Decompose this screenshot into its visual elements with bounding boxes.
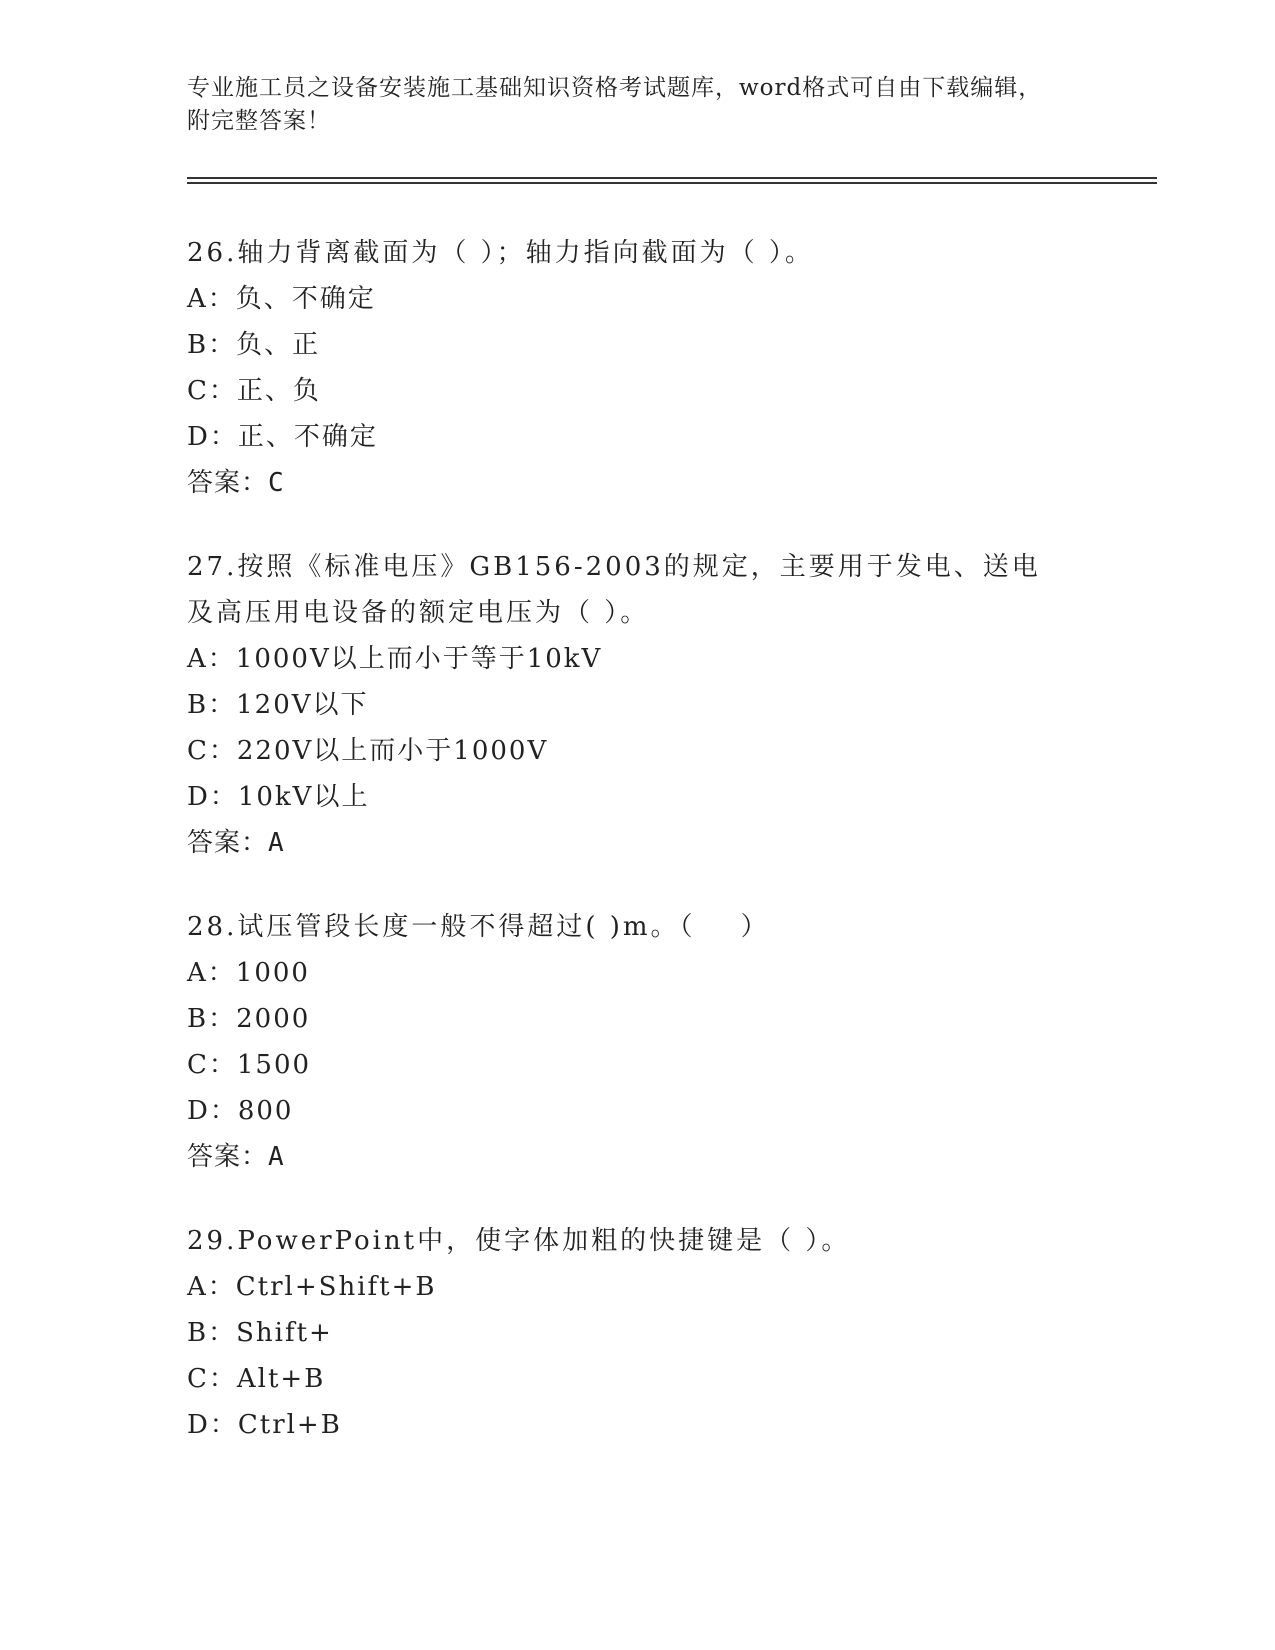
option-d: D：Ctrl+B bbox=[187, 1410, 342, 1440]
question-29 bbox=[187, 1218, 1137, 1448]
header-line-1: 专业施工员之设备安装施工基础知识资格考试题库，word格式可自由下载编辑， bbox=[187, 75, 1043, 101]
question-text: 29.PowerPoint中，使字体加粗的快捷键是（ ）。 bbox=[187, 1226, 851, 1256]
option-a: A：1000 bbox=[187, 958, 310, 988]
document-header bbox=[187, 72, 1087, 138]
option-d: D：800 bbox=[187, 1096, 294, 1126]
option-a: A：1000V以上而小于等于10kV bbox=[187, 644, 603, 674]
option-b: B：120V以下 bbox=[187, 690, 369, 720]
option-a: A：Ctrl+Shift+B bbox=[187, 1272, 437, 1302]
question-27 bbox=[187, 544, 1137, 866]
header-divider-top bbox=[187, 177, 1157, 179]
option-b: B：Shift+ bbox=[187, 1318, 333, 1348]
option-c: C：Alt+B bbox=[187, 1364, 326, 1394]
header-divider-bottom bbox=[187, 182, 1157, 184]
option-b: B：负、正 bbox=[187, 330, 321, 360]
option-d: D：10kV以上 bbox=[187, 782, 370, 812]
question-text: 27.按照《标准电压》GB156-2003的规定，主要用于发电、送电及高压用电设备的额定电压为（ ）。 bbox=[187, 552, 1041, 628]
option-c: C：1500 bbox=[187, 1050, 312, 1080]
answer-line: 答案：A bbox=[187, 828, 285, 858]
option-a: A：负、不确定 bbox=[187, 284, 376, 314]
option-c: C：正、负 bbox=[187, 376, 321, 406]
question-26 bbox=[187, 230, 1137, 506]
question-28 bbox=[187, 904, 1137, 1180]
option-c: C：220V以上而小于1000V bbox=[187, 736, 549, 766]
answer-line: 答案：A bbox=[187, 1142, 285, 1172]
header-line-2: 附完整答案！ bbox=[187, 108, 331, 134]
option-d: D：正、不确定 bbox=[187, 422, 378, 452]
option-b: B：2000 bbox=[187, 1004, 311, 1034]
question-text: 26.轴力背离截面为（ ）；轴力指向截面为（ ）。 bbox=[187, 238, 814, 268]
question-text: 28.试压管段长度一般不得超过( )m。（ ） bbox=[187, 912, 770, 942]
answer-line: 答案：C bbox=[187, 468, 285, 498]
question-list bbox=[187, 230, 1137, 1486]
